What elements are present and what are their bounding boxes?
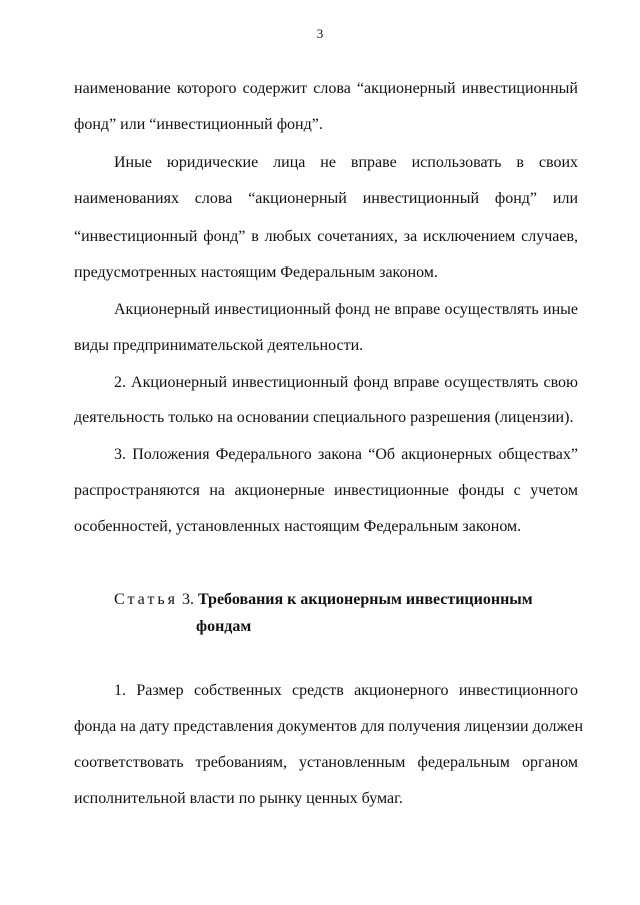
text-line: наименованиях слова “акционерный инвестиционный фонд” или (74, 190, 578, 207)
text-line: фонда на дату представления документов для получения лицензии должен (74, 718, 584, 735)
article-title-continued: фондам (196, 618, 252, 635)
text-line: фонд” или “инвестиционный фонд”. (74, 116, 323, 133)
text-line: “инвестиционный фонд” в любых сочетаниях, за исключением случаев, (74, 228, 578, 245)
text-line: 1. Размер собственных средств акционерного инвестиционного (114, 682, 578, 699)
article-heading (114, 590, 533, 610)
text-line: 3. Положения Федерального закона “Об акционерных обществах” (114, 446, 578, 463)
text-line: виды предпринимательской деятельности. (74, 337, 364, 354)
text-line: Акционерный инвестиционный фонд не вправе осуществлять иные (114, 301, 578, 318)
article-label: Статья (114, 591, 178, 608)
text-line: предусмотренных настоящим Федеральным законом. (74, 264, 438, 281)
page-number: 3 (316, 26, 324, 41)
article-title: Требования к акционерным инвестиционным (197, 591, 533, 608)
text-line: исполнительной власти по рынку ценных бумаг. (74, 790, 403, 807)
text-line: Иные юридические лица не вправе использовать в своих (114, 154, 578, 171)
text-line: соответствовать требованиям, установленным федеральным органом (74, 754, 578, 771)
text-line: наименование которого содержит слова “акционерный инвестиционный (74, 80, 578, 97)
article-number: 3. (181, 591, 194, 608)
text-line: распространяются на акционерные инвестиционные фонды с учетом (74, 482, 578, 499)
text-line: деятельность только на основании специального разрешения (лицензии). (74, 409, 574, 426)
text-line: 2. Акционерный инвестиционный фонд вправе осуществлять свою (114, 374, 578, 391)
text-line: особенностей, установленных настоящим Федеральным законом. (74, 518, 522, 535)
